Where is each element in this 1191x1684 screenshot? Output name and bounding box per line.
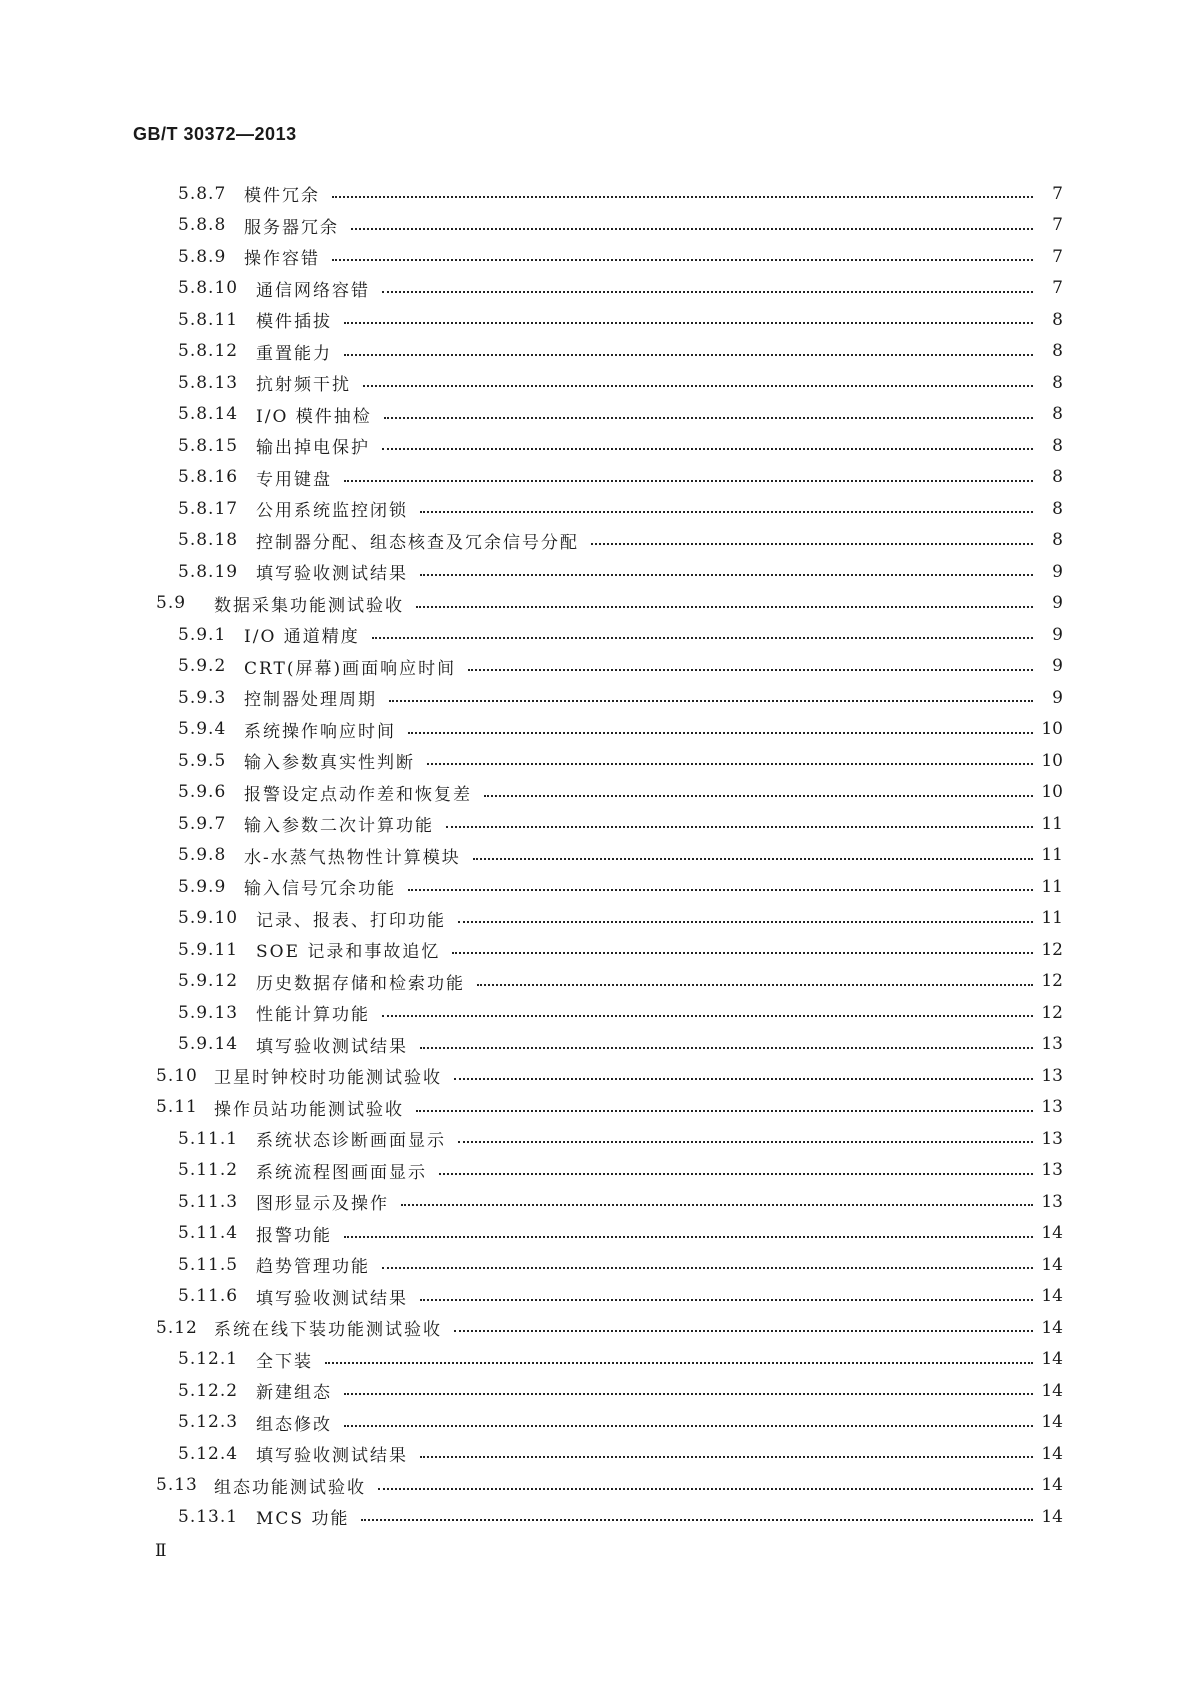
toc-dot-leader: [344, 1235, 1033, 1238]
toc-section-number: 5.8.14: [178, 404, 239, 425]
toc-entry[interactable]: [0, 1155, 1191, 1187]
toc-page-number: 11: [1041, 845, 1063, 866]
toc-dot-leader: [384, 416, 1033, 419]
toc-page-number: 13: [1041, 1097, 1063, 1118]
toc-dot-leader: [458, 920, 1033, 923]
toc-entry[interactable]: [0, 367, 1191, 399]
toc-section-title: 填写验收测试结果: [256, 564, 408, 585]
toc-section-title: 操作员站功能测试验收: [214, 1099, 404, 1120]
toc-entry[interactable]: [0, 1218, 1191, 1250]
toc-entry[interactable]: [0, 210, 1191, 242]
toc-section-title: 历史数据存储和检索功能: [256, 973, 465, 994]
toc-section-title: 系统在线下装功能测试验收: [214, 1320, 442, 1341]
toc-section-number: 5.9.5: [178, 750, 227, 771]
toc-section-number: 5.9: [156, 593, 187, 614]
toc-dot-leader: [378, 1487, 1033, 1490]
toc-section-number: 5.9.9: [178, 876, 227, 897]
toc-page-number: 8: [1052, 467, 1063, 488]
toc-section-number: 5.8.16: [178, 467, 239, 488]
toc-entry[interactable]: [0, 777, 1191, 809]
toc-dot-leader: [363, 384, 1033, 387]
toc-dot-leader: [408, 731, 1033, 734]
toc-dot-leader: [439, 1172, 1033, 1175]
toc-section-title: 抗射频干扰: [256, 375, 351, 396]
toc-section-number: 5.12: [156, 1317, 198, 1338]
toc-section-number: 5.11: [156, 1097, 198, 1118]
toc-entry[interactable]: [0, 966, 1191, 998]
toc-page-number: 8: [1052, 372, 1063, 393]
toc-page-number: 14: [1041, 1475, 1063, 1496]
toc-dot-leader: [427, 762, 1033, 765]
toc-section-number: 5.9.6: [178, 782, 227, 803]
toc-section-number: 5.11.2: [178, 1160, 239, 1181]
toc-section-title: MCS 功能: [256, 1509, 350, 1530]
toc-page-number: 14: [1041, 1443, 1063, 1464]
toc-entry[interactable]: [0, 1060, 1191, 1092]
toc-page-number: 13: [1041, 1065, 1063, 1086]
toc-section-title: 水-水蒸气热物性计算模块: [244, 847, 461, 868]
toc-section-number: 5.12.2: [178, 1380, 239, 1401]
toc-dot-leader: [420, 1298, 1033, 1301]
toc-page-number: 10: [1041, 782, 1063, 803]
toc-page-number: 13: [1041, 1191, 1063, 1212]
toc-entry[interactable]: [0, 462, 1191, 494]
toc-dot-leader: [382, 447, 1033, 450]
toc-entry[interactable]: [0, 1407, 1191, 1439]
toc-page-number: 11: [1041, 876, 1063, 897]
toc-page-number: 7: [1052, 278, 1063, 299]
toc-page-number: 7: [1052, 215, 1063, 236]
toc-page-number: 12: [1041, 1002, 1063, 1023]
toc-section-title: CRT(屏幕)画面响应时间: [244, 658, 457, 679]
toc-dot-leader: [452, 951, 1033, 954]
toc-page-number: 14: [1041, 1380, 1063, 1401]
toc-section-title: 系统操作响应时间: [244, 721, 396, 742]
toc-section-number: 5.8.10: [178, 278, 239, 299]
toc-section-title: 输出掉电保护: [256, 438, 370, 459]
toc-page-number: 8: [1052, 530, 1063, 551]
toc-entry[interactable]: [0, 304, 1191, 336]
toc-entry[interactable]: [0, 1312, 1191, 1344]
toc-section-number: 5.8.9: [178, 246, 227, 267]
toc-page-number: 8: [1052, 435, 1063, 456]
toc-dot-leader: [344, 479, 1033, 482]
toc-section-title: 专用键盘: [256, 469, 332, 490]
toc-section-title: I/O 模件抽检: [256, 406, 372, 427]
toc-entry[interactable]: [0, 525, 1191, 557]
toc-entry[interactable]: [0, 1344, 1191, 1376]
toc-dot-leader: [468, 668, 1033, 671]
toc-section-number: 5.9.2: [178, 656, 227, 677]
toc-section-number: 5.11.3: [178, 1191, 239, 1212]
toc-dot-leader: [382, 290, 1033, 293]
toc-section-title: 通信网络容错: [256, 280, 370, 301]
toc-section-number: 5.9.12: [178, 971, 239, 992]
toc-entry[interactable]: [0, 1186, 1191, 1218]
toc-section-number: 5.9.4: [178, 719, 227, 740]
toc-entry[interactable]: [0, 682, 1191, 714]
toc-dot-leader: [351, 227, 1033, 230]
page-number: Ⅱ: [155, 1541, 166, 1561]
toc-section-title: 报警功能: [256, 1225, 332, 1246]
toc-page-number: 7: [1052, 246, 1063, 267]
toc-dot-leader: [325, 1361, 1033, 1364]
toc-section-number: 5.9.13: [178, 1002, 239, 1023]
toc-entry[interactable]: [0, 840, 1191, 872]
toc-entry[interactable]: [0, 1470, 1191, 1502]
toc-page-number: 14: [1041, 1286, 1063, 1307]
toc-section-title: 记录、报表、打印功能: [256, 910, 446, 931]
toc-section-number: 5.8.8: [178, 215, 227, 236]
toc-section-title: 系统状态诊断画面显示: [256, 1131, 446, 1152]
toc-section-number: 5.8.11: [178, 309, 239, 330]
toc-section-number: 5.11.5: [178, 1254, 239, 1275]
toc-entry[interactable]: [0, 1249, 1191, 1281]
toc-section-title: 公用系统监控闭锁: [256, 501, 408, 522]
toc-section-number: 5.9.1: [178, 624, 227, 645]
toc-dot-leader: [420, 573, 1033, 576]
toc-dot-leader: [420, 1046, 1033, 1049]
toc-dot-leader: [408, 888, 1033, 891]
toc-page-number: 11: [1041, 908, 1063, 929]
table-of-contents: [0, 178, 1191, 1533]
toc-section-title: 模件冗余: [244, 186, 320, 207]
toc-entry[interactable]: [0, 714, 1191, 746]
toc-section-title: 组态功能测试验收: [214, 1477, 366, 1498]
toc-section-number: 5.12.1: [178, 1349, 239, 1370]
toc-entry[interactable]: [0, 178, 1191, 210]
toc-section-number: 5.13: [156, 1475, 198, 1496]
toc-section-number: 5.8.13: [178, 372, 239, 393]
toc-entry[interactable]: [0, 934, 1191, 966]
toc-dot-leader: [344, 321, 1033, 324]
toc-page-number: 9: [1052, 687, 1063, 708]
toc-entry[interactable]: [0, 651, 1191, 683]
toc-dot-leader: [477, 983, 1033, 986]
toc-page-number: 9: [1052, 656, 1063, 677]
toc-section-number: 5.9.7: [178, 813, 227, 834]
toc-dot-leader: [454, 1329, 1033, 1332]
toc-section-title: 报警设定点动作差和恢复差: [244, 784, 472, 805]
toc-section-title: 模件插拔: [256, 312, 332, 333]
toc-entry[interactable]: [0, 399, 1191, 431]
toc-entry[interactable]: [0, 1501, 1191, 1533]
toc-section-title: 系统流程图画面显示: [256, 1162, 427, 1183]
toc-page-number: 14: [1041, 1223, 1063, 1244]
toc-page-number: 14: [1041, 1412, 1063, 1433]
toc-section-title: 填写验收测试结果: [256, 1036, 408, 1057]
toc-dot-leader: [332, 195, 1033, 198]
toc-dot-leader: [416, 1109, 1033, 1112]
toc-page-number: 14: [1041, 1349, 1063, 1370]
toc-section-title: 新建组态: [256, 1383, 332, 1404]
toc-dot-leader: [458, 1140, 1033, 1143]
toc-dot-leader: [389, 699, 1033, 702]
toc-entry[interactable]: [0, 493, 1191, 525]
toc-dot-leader: [372, 636, 1033, 639]
toc-section-title: 操作容错: [244, 249, 320, 270]
toc-section-title: 全下装: [256, 1351, 313, 1372]
toc-page-number: 13: [1041, 1128, 1063, 1149]
toc-section-title: 卫星时钟校时功能测试验收: [214, 1068, 442, 1089]
toc-entry[interactable]: [0, 1123, 1191, 1155]
toc-entry[interactable]: [0, 556, 1191, 588]
toc-section-number: 5.10: [156, 1065, 198, 1086]
toc-entry[interactable]: [0, 808, 1191, 840]
toc-page-number: 10: [1041, 719, 1063, 740]
toc-dot-leader: [382, 1266, 1033, 1269]
toc-section-number: 5.11.1: [178, 1128, 239, 1149]
toc-section-title: 趋势管理功能: [256, 1257, 370, 1278]
toc-dot-leader: [382, 1014, 1033, 1017]
toc-entry[interactable]: [0, 619, 1191, 651]
toc-dot-leader: [446, 825, 1033, 828]
toc-page-number: 14: [1041, 1254, 1063, 1275]
toc-section-number: 5.8.18: [178, 530, 239, 551]
toc-section-title: 组态修改: [256, 1414, 332, 1435]
toc-section-number: 5.9.14: [178, 1034, 239, 1055]
toc-entry[interactable]: [0, 273, 1191, 305]
toc-section-number: 5.12.3: [178, 1412, 239, 1433]
toc-dot-leader: [361, 1518, 1033, 1521]
toc-entry[interactable]: [0, 745, 1191, 777]
toc-dot-leader: [420, 510, 1033, 513]
toc-section-title: 重置能力: [256, 343, 332, 364]
toc-page-number: 14: [1041, 1506, 1063, 1527]
toc-section-title: 输入参数真实性判断: [244, 753, 415, 774]
toc-dot-leader: [454, 1077, 1033, 1080]
toc-section-number: 5.11.6: [178, 1286, 239, 1307]
toc-page-number: 8: [1052, 404, 1063, 425]
toc-section-title: 控制器分配、组态核查及冗余信号分配: [256, 532, 579, 553]
toc-section-title: SOE 记录和事故追忆: [256, 942, 441, 963]
toc-page-number: 8: [1052, 309, 1063, 330]
toc-section-title: 填写验收测试结果: [256, 1288, 408, 1309]
toc-entry[interactable]: [0, 430, 1191, 462]
toc-section-title: 图形显示及操作: [256, 1194, 389, 1215]
toc-page-number: 9: [1052, 624, 1063, 645]
document-standard-number: GB/T 30372—2013: [133, 124, 297, 144]
toc-section-title: 填写验收测试结果: [256, 1446, 408, 1467]
toc-page-number: 9: [1052, 561, 1063, 582]
toc-entry[interactable]: [0, 871, 1191, 903]
toc-page-number: 12: [1041, 939, 1063, 960]
toc-dot-leader: [484, 794, 1033, 797]
toc-section-title: 性能计算功能: [256, 1005, 370, 1026]
toc-entry[interactable]: [0, 241, 1191, 273]
toc-section-number: 5.9.8: [178, 845, 227, 866]
toc-entry[interactable]: [0, 1029, 1191, 1061]
toc-section-number: 5.9.11: [178, 939, 239, 960]
toc-section-number: 5.8.17: [178, 498, 239, 519]
toc-entry[interactable]: [0, 1092, 1191, 1124]
toc-entry[interactable]: [0, 903, 1191, 935]
toc-section-number: 5.8.15: [178, 435, 239, 456]
toc-dot-leader: [344, 353, 1033, 356]
toc-dot-leader: [332, 258, 1033, 261]
toc-entry[interactable]: [0, 1438, 1191, 1470]
toc-section-number: 5.11.4: [178, 1223, 239, 1244]
toc-section-number: 5.8.12: [178, 341, 239, 362]
toc-dot-leader: [401, 1203, 1033, 1206]
toc-section-title: 服务器冗余: [244, 217, 339, 238]
toc-page-number: 13: [1041, 1034, 1063, 1055]
toc-page-number: 11: [1041, 813, 1063, 834]
toc-dot-leader: [344, 1424, 1033, 1427]
toc-section-title: 数据采集功能测试验收: [214, 595, 404, 616]
toc-section-number: 5.8.19: [178, 561, 239, 582]
toc-section-title: 输入信号冗余功能: [244, 879, 396, 900]
toc-entry[interactable]: [0, 1375, 1191, 1407]
toc-page-number: 8: [1052, 498, 1063, 519]
toc-page-number: 9: [1052, 593, 1063, 614]
toc-entry[interactable]: [0, 1281, 1191, 1313]
toc-page-number: 10: [1041, 750, 1063, 771]
toc-page-number: 8: [1052, 341, 1063, 362]
toc-dot-leader: [344, 1392, 1033, 1395]
toc-section-number: 5.9.3: [178, 687, 227, 708]
toc-section-number: 5.12.4: [178, 1443, 239, 1464]
toc-dot-leader: [420, 1455, 1033, 1458]
toc-entry[interactable]: [0, 997, 1191, 1029]
toc-entry[interactable]: [0, 336, 1191, 368]
toc-page-number: 14: [1041, 1317, 1063, 1338]
toc-page-number: 12: [1041, 971, 1063, 992]
toc-section-number: 5.8.7: [178, 183, 227, 204]
toc-dot-leader: [416, 605, 1033, 608]
toc-page-number: 13: [1041, 1160, 1063, 1181]
toc-section-number: 5.9.10: [178, 908, 239, 929]
toc-section-title: 输入参数二次计算功能: [244, 816, 434, 837]
toc-section-number: 5.13.1: [178, 1506, 239, 1527]
toc-section-title: I/O 通道精度: [244, 627, 360, 648]
toc-dot-leader: [591, 542, 1033, 545]
toc-entry[interactable]: [0, 588, 1191, 620]
toc-dot-leader: [473, 857, 1033, 860]
toc-section-title: 控制器处理周期: [244, 690, 377, 711]
toc-page-number: 7: [1052, 183, 1063, 204]
